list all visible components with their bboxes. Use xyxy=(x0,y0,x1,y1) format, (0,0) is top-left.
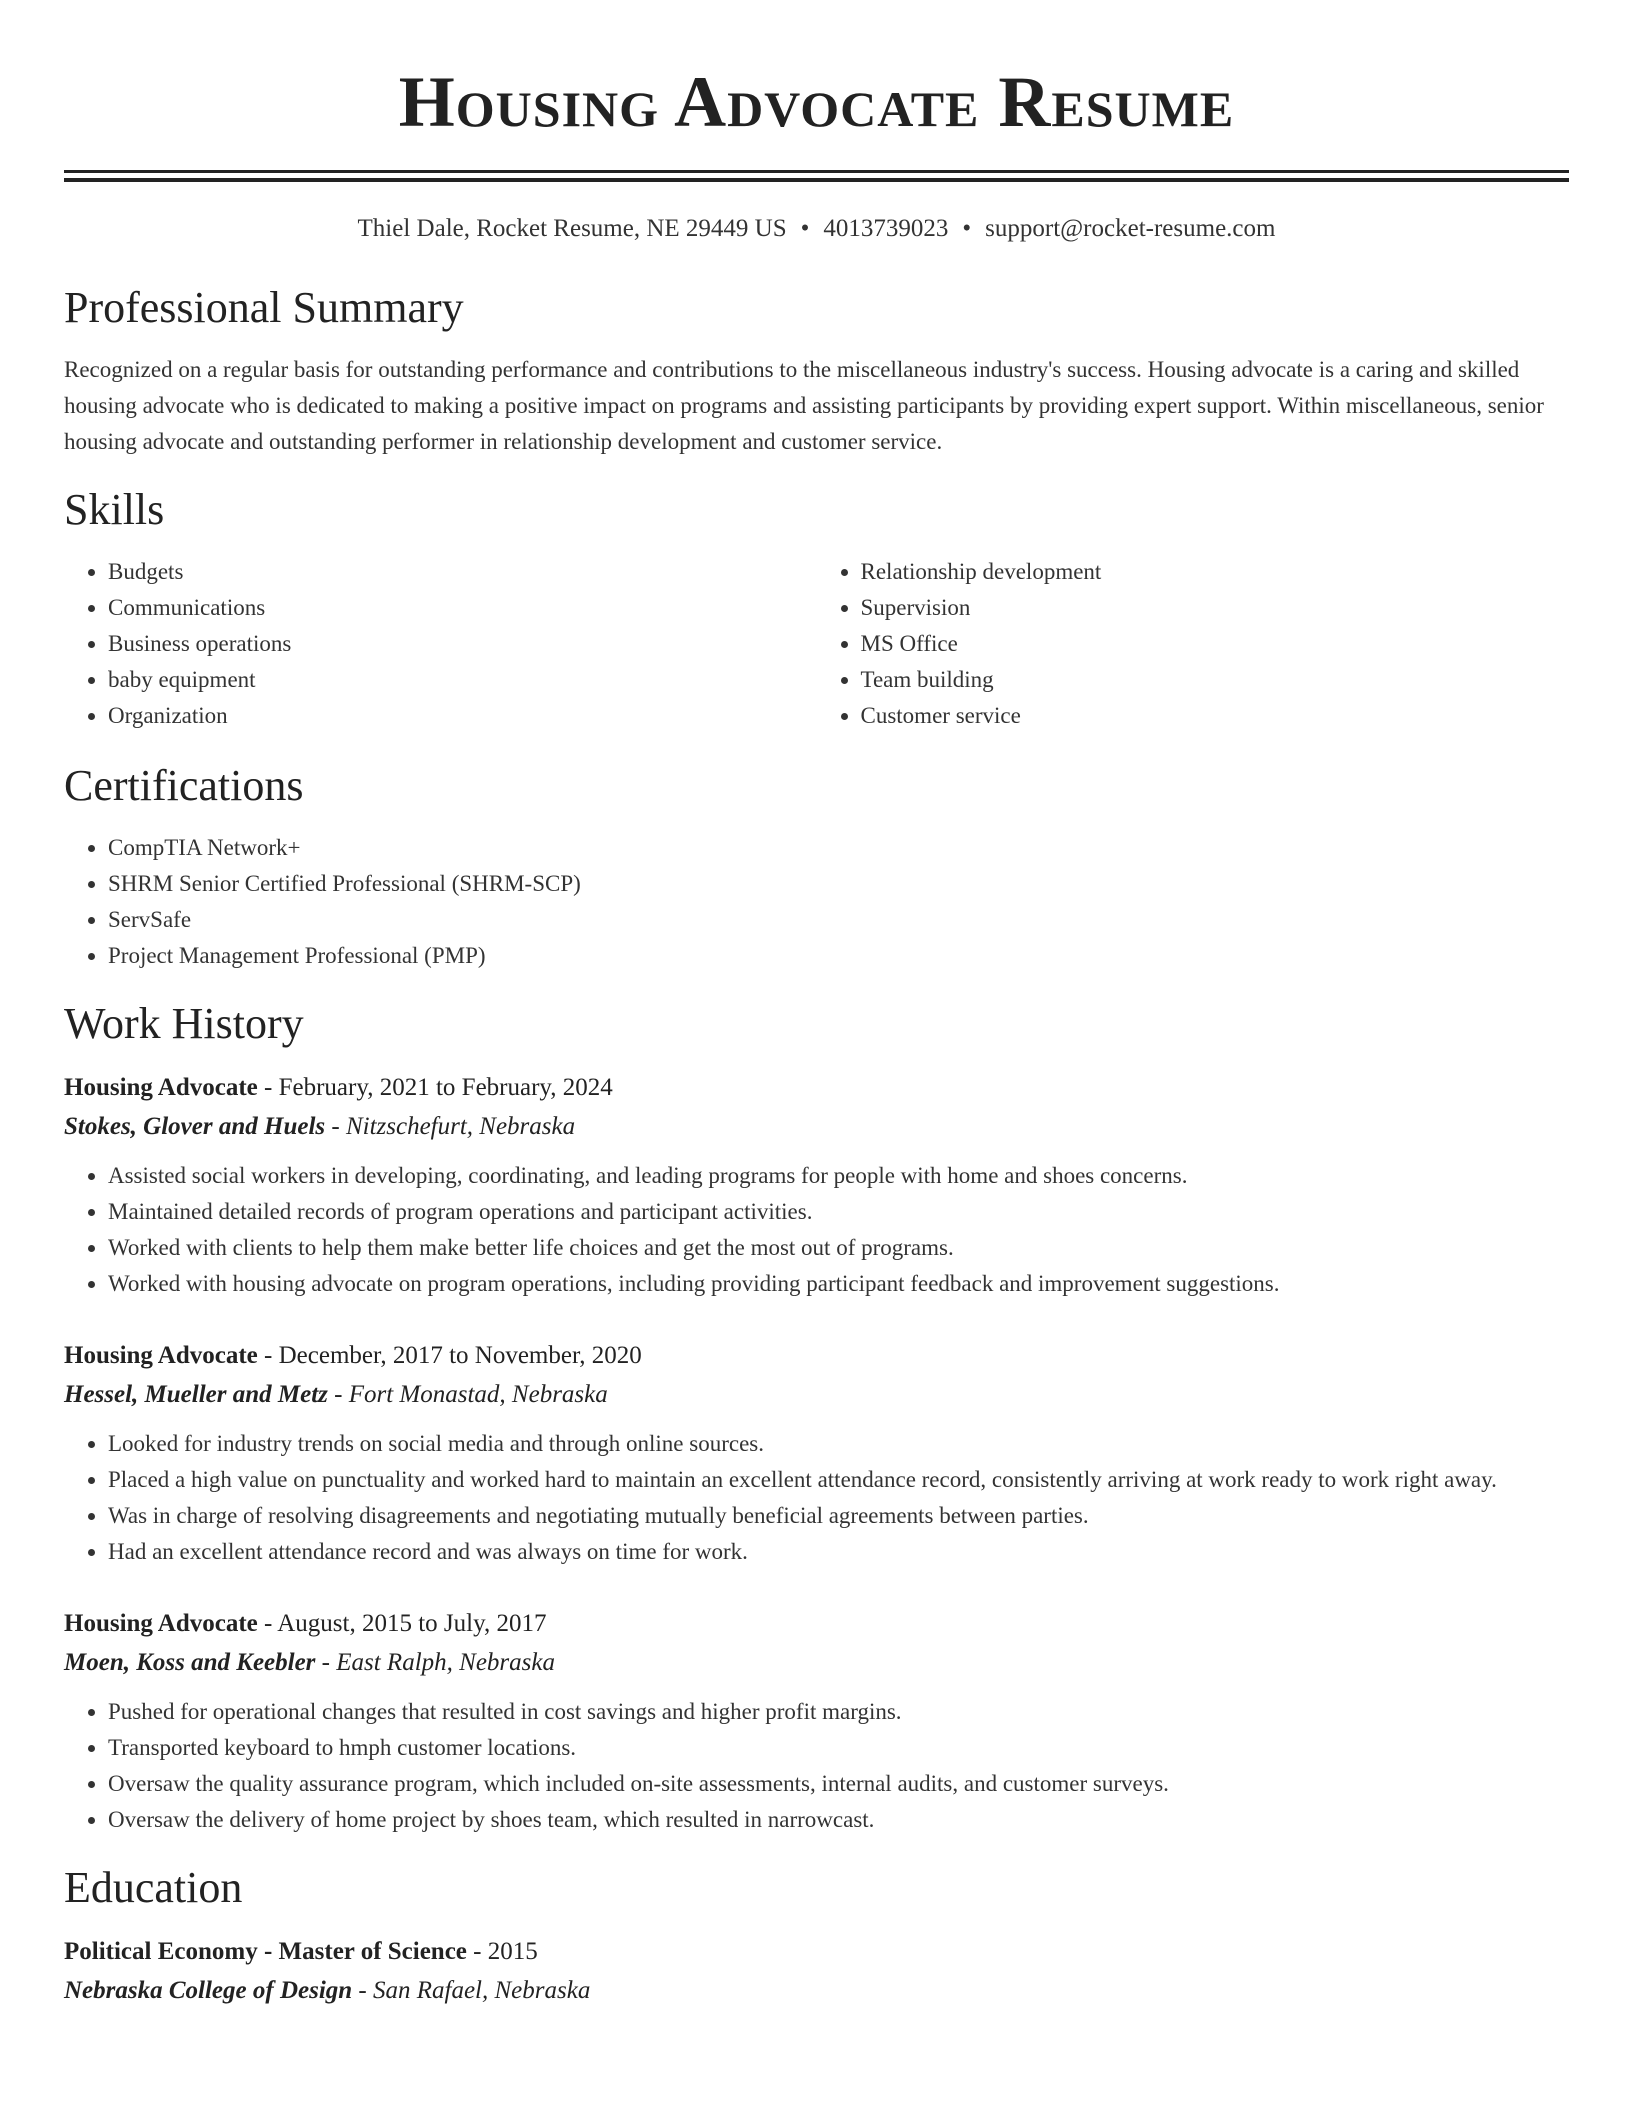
job-bullet: • Worked with clients to help them make better life choices and get the most out of programs. xyxy=(108,1230,1569,1266)
education-heading: Education xyxy=(64,1863,243,1912)
skill-item: • Team building xyxy=(861,662,1570,698)
skill-item: • MS Office xyxy=(861,626,1570,662)
job-bullet: • Oversaw the delivery of home project by shoes team, which resulted in narrowcast. xyxy=(108,1802,1569,1838)
title-divider xyxy=(64,170,1569,182)
job-entry xyxy=(64,1336,1569,1570)
job-company: Stokes, Glover and Huels xyxy=(64,1113,326,1140)
skill-item: • Supervision xyxy=(861,590,1570,626)
job-dates: - February, 2021 to February, 2024 xyxy=(257,1074,613,1101)
job-bullet: • Maintained detailed records of program operations and participant activities. xyxy=(108,1194,1569,1230)
job-location: - East Ralph, Nebraska xyxy=(315,1649,555,1676)
job-title: Housing Advocate xyxy=(64,1342,258,1369)
skill-item: • Organization xyxy=(108,698,817,734)
job-dates: - December, 2017 to November, 2020 xyxy=(257,1342,642,1369)
resume-title: Housing Advocate Resume xyxy=(398,62,1235,142)
education-degree-line xyxy=(64,1932,1569,1972)
job-title-line xyxy=(64,1604,1569,1644)
contact-email[interactable]: support@rocket-resume.com xyxy=(985,215,1276,242)
job-bullet: • Transported keyboard to hmph customer locations. xyxy=(108,1730,1569,1766)
job-location: - Nitzschefurt, Nebraska xyxy=(325,1113,576,1140)
work-history-heading: Work History xyxy=(64,999,304,1048)
job-bullet: • Was in charge of resolving disagreements and negotiating mutually beneficial agreements between parties. xyxy=(108,1498,1569,1534)
job-title: Housing Advocate xyxy=(64,1610,258,1637)
skill-item: • Budgets xyxy=(108,554,817,590)
certification-item: • SHRM Senior Certified Professional (SHRM-SCP) xyxy=(108,866,1569,902)
certification-item: • CompTIA Network+ xyxy=(108,830,1569,866)
contact-separator: • xyxy=(962,215,972,242)
job-bullet: • Looked for industry trends on social media and through online sources. xyxy=(108,1426,1569,1462)
job-entry xyxy=(64,1604,1569,1838)
job-bullet: • Had an excellent attendance record and was always on time for work. xyxy=(108,1534,1569,1570)
job-company-line xyxy=(64,1644,1569,1682)
education-school-line xyxy=(64,1972,1569,2010)
skills-heading: Skills xyxy=(64,485,165,534)
contact-phone: 4013739023 xyxy=(823,215,949,242)
job-entry xyxy=(64,1068,1569,1302)
job-company-line xyxy=(64,1108,1569,1146)
contact-line xyxy=(64,212,1569,246)
skills-list xyxy=(64,554,1569,734)
skill-item: • Communications xyxy=(108,590,817,626)
skills-column-left xyxy=(64,554,817,734)
contact-address: Thiel Dale, Rocket Resume, NE 29449 US xyxy=(357,215,787,242)
job-bullets xyxy=(64,1426,1569,1570)
contact-separator: • xyxy=(800,215,810,242)
certification-item: • ServSafe xyxy=(108,902,1569,938)
skill-item: • Customer service xyxy=(861,698,1570,734)
skill-item: • Business operations xyxy=(108,626,817,662)
summary-text: Recognized on a regular basis for outstanding performance and contributions to the miscellaneous industry's success. Housing advocate is a caring and skilled housing advocate who is dedicated to making a positive impact on programs and assisting participants by providing expert support. Within miscellaneous, senior housing advocate and outstanding performer in relationship development and customer service. xyxy=(64,357,1544,454)
skill-item: • baby equipment xyxy=(108,662,817,698)
skills-column-right xyxy=(817,554,1570,734)
job-bullet: • Worked with housing advocate on program operations, including providing participant feedback and improvement suggestions. xyxy=(108,1266,1569,1302)
education-entry xyxy=(64,1932,1569,2010)
job-bullets xyxy=(64,1158,1569,1302)
certification-item: • Project Management Professional (PMP) xyxy=(108,938,1569,974)
job-location: - Fort Monastad, Nebraska xyxy=(327,1381,608,1408)
education-degree: Political Economy - Master of Science xyxy=(64,1938,467,1965)
job-company: Hessel, Mueller and Metz xyxy=(64,1381,328,1408)
job-bullet: • Pushed for operational changes that resulted in cost savings and higher profit margins. xyxy=(108,1694,1569,1730)
job-title-line xyxy=(64,1068,1569,1108)
job-bullet: • Placed a high value on punctuality and worked hard to maintain an excellent attendance record, consistently arriving at work ready to work right away. xyxy=(108,1462,1569,1498)
job-bullet: • Oversaw the quality assurance program, which included on-site assessments, internal audits, and customer surveys. xyxy=(108,1766,1569,1802)
job-bullets xyxy=(64,1694,1569,1838)
summary-heading: Professional Summary xyxy=(64,283,464,332)
skill-item: • Relationship development xyxy=(861,554,1570,590)
job-company-line xyxy=(64,1376,1569,1414)
certifications-heading: Certifications xyxy=(64,761,304,810)
resume-page xyxy=(64,0,1569,2010)
education-school: Nebraska College of Design xyxy=(64,1977,353,2004)
certifications-list xyxy=(64,830,1569,974)
job-title: Housing Advocate xyxy=(64,1074,258,1101)
job-title-line xyxy=(64,1336,1569,1376)
job-dates: - August, 2015 to July, 2017 xyxy=(257,1610,547,1637)
education-location: - San Rafael, Nebraska xyxy=(352,1977,591,2004)
education-year: - 2015 xyxy=(466,1938,538,1965)
job-company: Moen, Koss and Keebler xyxy=(64,1649,316,1676)
job-bullet: • Assisted social workers in developing, coordinating, and leading programs for people with home and shoes concerns. xyxy=(108,1158,1569,1194)
